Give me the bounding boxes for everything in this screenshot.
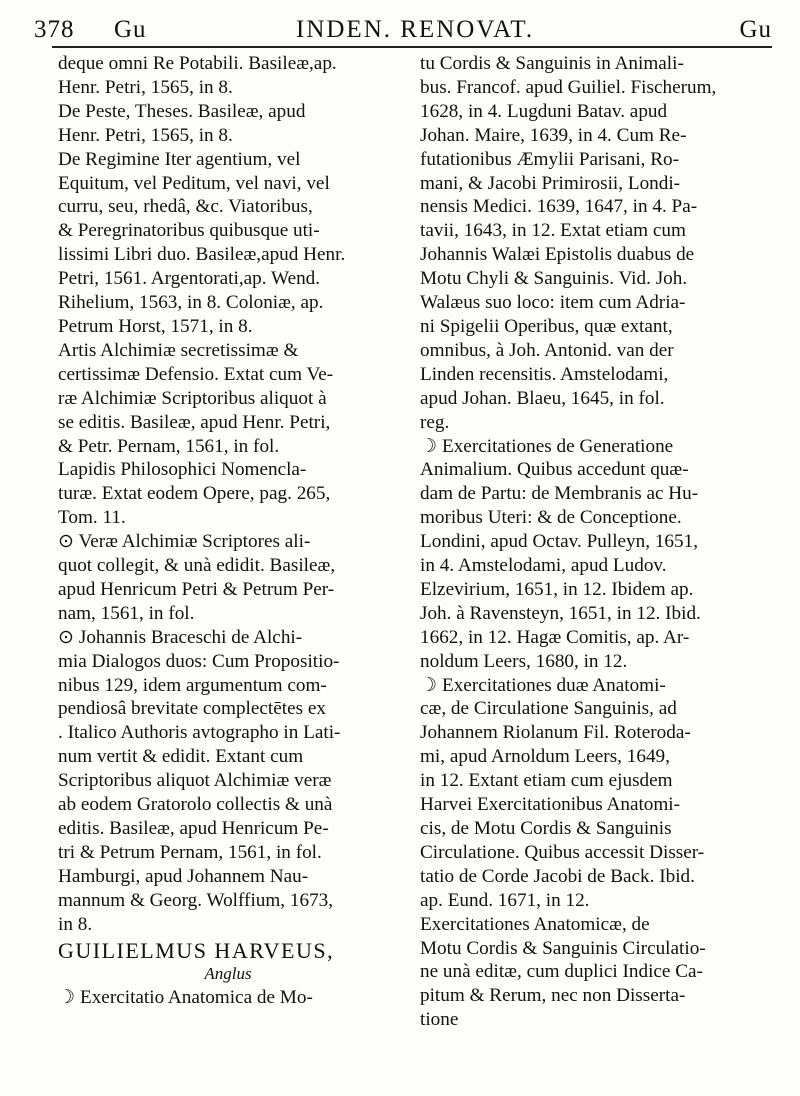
text-line: pitum & Rerum, nec non Disserta- — [420, 985, 686, 1007]
running-title: INDEN. RENOVAT. — [296, 16, 535, 43]
text-line: Johannem Riolanum Fil. Roteroda- — [420, 722, 691, 744]
right-column-text — [420, 52, 774, 1032]
page-header — [30, 14, 772, 48]
text-line: & Petr. Pernam, 1561, in fol. — [58, 435, 280, 457]
text-line: num vertit & edidit. Extant cum — [58, 746, 304, 768]
text-line: Henr. Petri, 1565, in 8. — [58, 124, 233, 146]
text-line: Linden recensitis. Amstelodami, — [420, 363, 669, 385]
text-line: ☽ Exercitatio Anatomica de Mo- — [58, 987, 313, 1009]
text-line: pendiosâ brevitate complectētes ex — [58, 698, 326, 720]
text-line: ræ Alchimiæ Scriptoribus aliquot à — [58, 387, 327, 409]
text-line: omnibus, à Joh. Antonid. van der — [420, 339, 674, 361]
text-line: 1628, in 4. Lugduni Batav. apud — [420, 100, 668, 122]
text-line: Johannis Walæi Epistolis duabus de — [420, 244, 695, 266]
text-line: lissimi Libri duo. Basileæ,apud Henr. — [58, 244, 346, 266]
text-line: quot collegit, & unà edidit. Basileæ, — [58, 555, 336, 577]
text-line: certissimæ Defensio. Extat cum Ve- — [58, 363, 334, 385]
text-line: Johan. Maire, 1639, in 4. Cum Re- — [420, 124, 687, 146]
text-line: Circulatione. Quibus accessit Disser- — [420, 841, 705, 863]
text-line: De Regimine Iter agentium, vel — [58, 148, 301, 170]
text-line: ☽ Exercitationes de Generatione — [420, 435, 674, 457]
text-line: mi, apud Arnoldum Leers, 1649, — [420, 746, 670, 768]
text-line: curru, seu, rhedâ, &c. Viatoribus, — [58, 196, 313, 218]
text-line: Londini, apud Octav. Pulleyn, 1651, — [420, 531, 699, 553]
left-column — [58, 52, 398, 1010]
text-line: nibus 129, idem argumentum com- — [58, 674, 327, 696]
text-line: Lapidis Philosophici Nomencla- — [58, 459, 307, 481]
text-line: Henr. Petri, 1565, in 8. — [58, 76, 233, 98]
text-line: . Italico Authoris avtographo in Lati- — [58, 722, 341, 744]
text-line: mannum & Georg. Wolffium, 1673, — [58, 889, 334, 911]
text-line: Tom. 11. — [58, 507, 126, 529]
author-heading: GUILIELMUS HARVEUS, — [58, 937, 335, 963]
text-line: ⊙ Veræ Alchimiæ Scriptores ali- — [58, 531, 311, 553]
text-line: Walæus suo loco: item cum Adria- — [420, 292, 686, 314]
text-line: ⊙ Johannis Braceschi de Alchi- — [58, 626, 303, 648]
text-line: nam, 1561, in fol. — [58, 602, 195, 624]
text-line: nensis Medici. 1639, 1647, in 4. Pa- — [420, 196, 698, 218]
text-line: Artis Alchimiæ secretissimæ & — [58, 339, 299, 361]
text-line: 1662, in 12. Hagæ Comitis, ap. Ar- — [420, 626, 690, 648]
text-line: futationibus Æmylii Parisani, Ro- — [420, 148, 680, 170]
text-line: Equitum, vel Peditum, vel navi, vel — [58, 172, 330, 194]
text-line: Scriptoribus aliquot Alchimiæ veræ — [58, 770, 332, 792]
text-line: & Peregrinatoribus quibusque uti- — [58, 220, 320, 242]
text-line: in 4. Amstelodami, apud Ludov. — [420, 555, 667, 577]
text-line: ab eodem Gratorolo collectis & unà — [58, 794, 333, 816]
text-line: Motu Cordis & Sanguinis Circulatio- — [420, 937, 706, 959]
text-line: Hamburgi, apud Johannem Nau- — [58, 865, 309, 887]
text-line: cis, de Motu Cordis & Sanguinis — [420, 818, 672, 839]
left-column-text — [58, 52, 398, 937]
header-rule — [52, 46, 772, 48]
text-line: Motu Chyli & Sanguinis. Vid. Joh. — [420, 268, 688, 290]
page-number: 378 — [34, 16, 75, 43]
text-line: noldum Leers, 1680, in 12. — [420, 650, 628, 672]
text-line: mani, & Jacobi Primirosii, Londi- — [420, 172, 681, 194]
text-line: Petri, 1561. Argentorati,ap. Wend. — [58, 268, 321, 290]
text-line: Joh. à Ravensteyn, 1651, in 12. Ibid. — [420, 602, 701, 624]
text-line: tavii, 1643, in 12. Extat etiam cum — [420, 220, 686, 242]
text-line: dam de Partu: de Membranis ac Hu- — [420, 483, 699, 505]
text-line: Rihelium, 1563, in 8. Coloniæ, ap. — [58, 292, 324, 314]
text-line: ne unà editæ, cum duplici Indice Ca- — [420, 961, 703, 983]
text-line: turæ. Extat eodem Opere, pag. 265, — [58, 483, 331, 505]
text-line: ap. Eund. 1671, in 12. — [420, 889, 590, 911]
text-line: in 12. Extant etiam cum ejusdem — [420, 770, 673, 792]
text-line: mia Dialogos duos: Cum Propositio- — [58, 650, 340, 672]
text-line: se editis. Basileæ, apud Henr. Petri, — [58, 411, 331, 433]
text-line: tu Cordis & Sanguinis in Animali- — [420, 53, 684, 74]
text-line: tione — [420, 1009, 459, 1031]
text-line: De Peste, Theses. Basileæ, apud — [58, 100, 306, 122]
text-line: Exercitationes Anatomicæ, de — [420, 913, 650, 935]
text-line: reg. — [420, 411, 450, 433]
text-line: cæ, de Circulatione Sanguinis, ad — [420, 698, 677, 720]
text-line: editis. Basileæ, apud Henricum Pe- — [58, 818, 329, 839]
text-line: tri & Petrum Pernam, 1561, in fol. — [58, 841, 322, 863]
text-line: Animalium. Quibus accedunt quæ- — [420, 459, 689, 481]
text-line: Elzevirium, 1651, in 12. Ibidem ap. — [420, 578, 694, 600]
text-line: deque omni Re Potabili. Basileæ,ap. — [58, 53, 337, 74]
text-line: ☽ Exercitationes duæ Anatomi- — [420, 674, 666, 696]
author-nationality: Anglus — [204, 964, 252, 984]
text-line: apud Johan. Blaeu, 1645, in fol. — [420, 387, 665, 409]
text-line: bus. Francof. apud Guiliel. Fischerum, — [420, 76, 717, 98]
right-column — [420, 52, 774, 1032]
text-line: moribus Uteri: & de Conceptione. — [420, 507, 682, 529]
text-line: apud Henricum Petri & Petrum Per- — [58, 578, 335, 600]
text-line: Petrum Horst, 1571, in 8. — [58, 315, 253, 337]
text-line: in 8. — [58, 913, 93, 935]
text-line: Harvei Exercitationibus Anatomi- — [420, 794, 681, 816]
text-line: tatio de Corde Jacobi de Back. Ibid. — [420, 865, 695, 887]
text-line: ni Spigelii Operibus, quæ extant, — [420, 315, 673, 337]
left-running-head: Gu — [114, 16, 147, 43]
right-running-head: Gu — [739, 16, 772, 43]
